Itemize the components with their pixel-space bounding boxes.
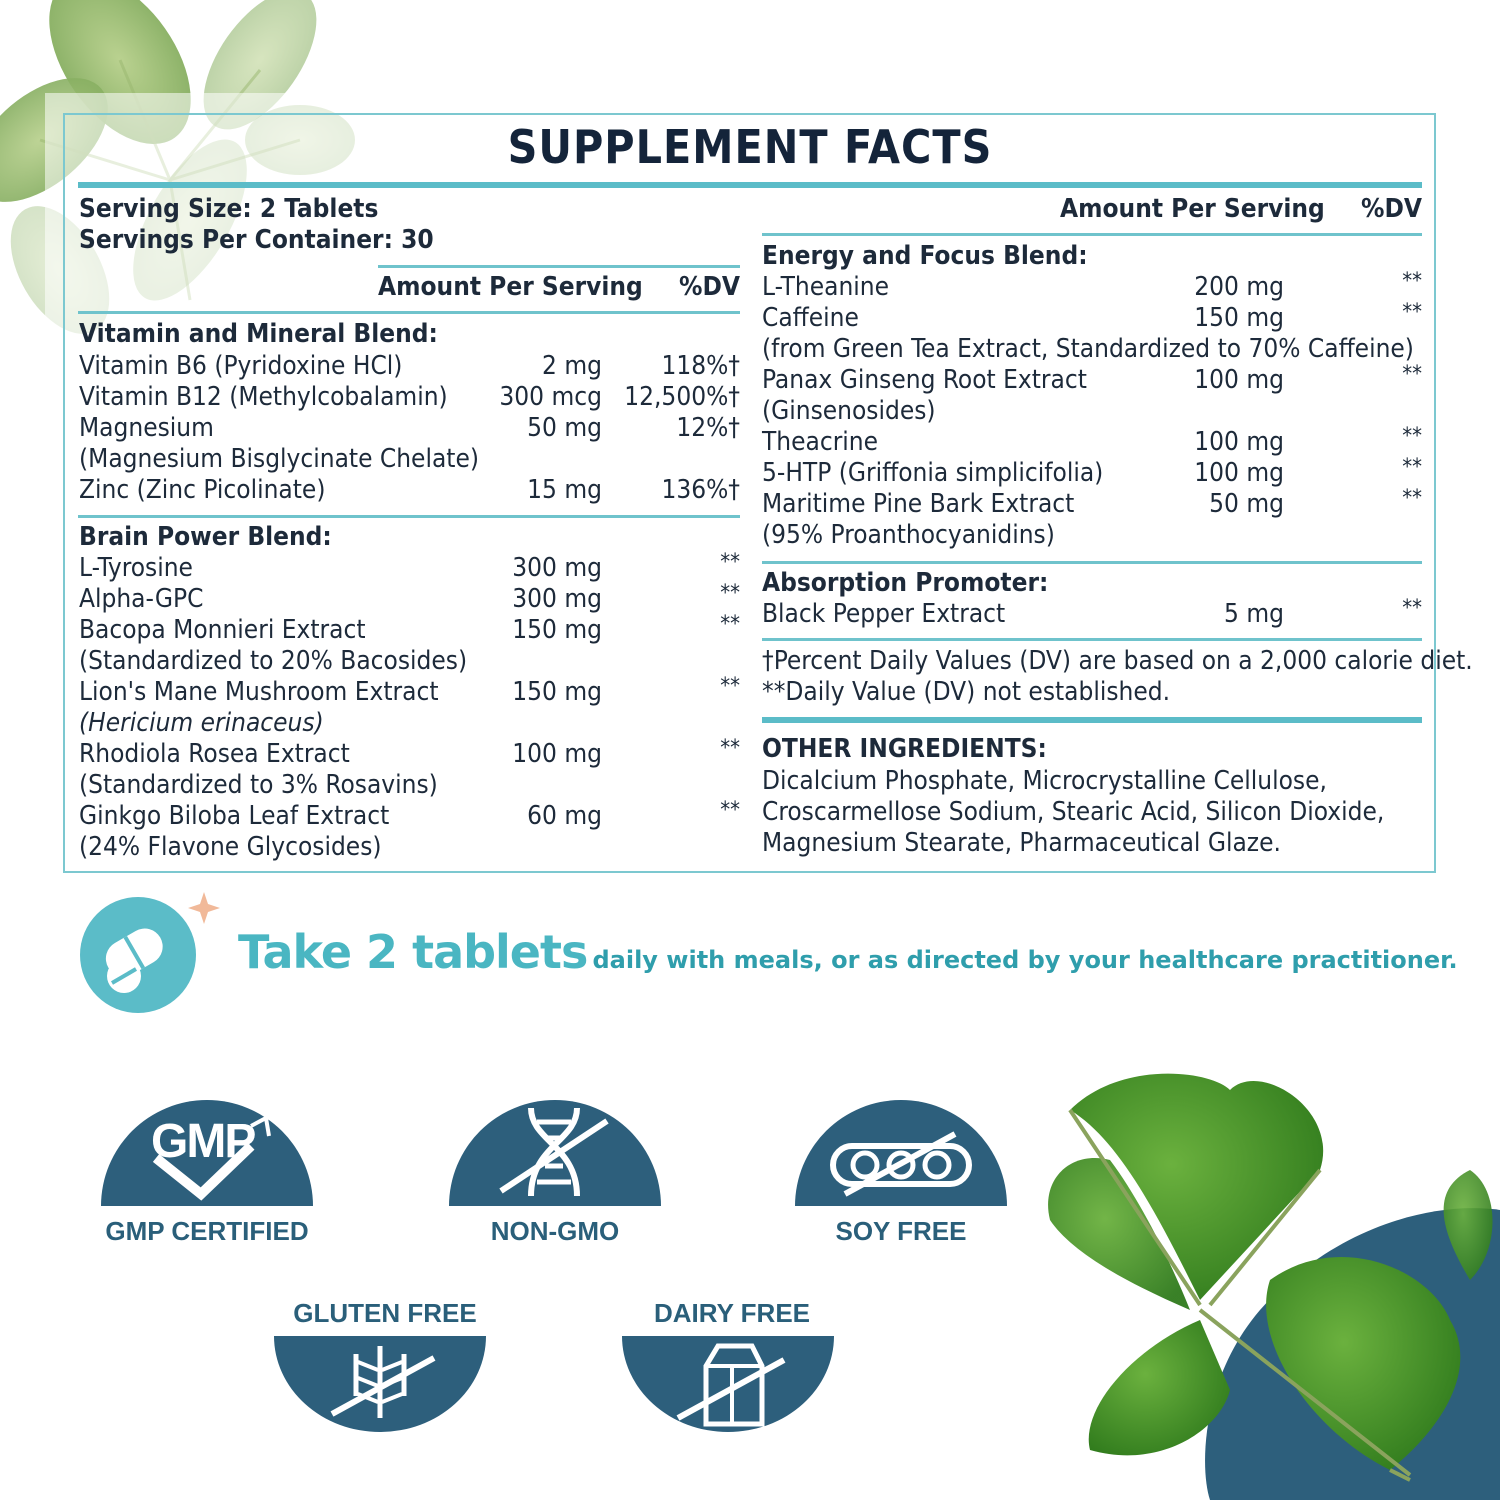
directions-text bbox=[238, 925, 1458, 979]
gmp-icon bbox=[101, 1086, 313, 1211]
wheat-crossed-icon bbox=[274, 1336, 486, 1432]
footnote-dv: †Percent Daily Values (DV) are based on a 2,000 calorie diet. bbox=[762, 646, 1473, 676]
ingredient-amount: 300 mg bbox=[512, 584, 602, 614]
ingredient-amount: 300 mg bbox=[512, 553, 602, 583]
absorption-title: Absorption Promoter: bbox=[762, 568, 1049, 598]
divider bbox=[78, 515, 740, 518]
ingredient-name: (Standardized to 20% Bacosides) bbox=[79, 646, 468, 676]
supplement-facts-title: SUPPLEMENT FACTS bbox=[507, 120, 993, 174]
vitamin-blend-title: Vitamin and Mineral Blend: bbox=[79, 319, 438, 349]
dv-header-right: %DV bbox=[1361, 194, 1422, 224]
ingredient-amount: 150 mg bbox=[1194, 303, 1284, 333]
amount-header-right: Amount Per Serving bbox=[1060, 194, 1325, 224]
directions-rest: daily with meals, or as directed by your healthcare practitioner. bbox=[592, 946, 1458, 974]
other-ingredients-line: Magnesium Stearate, Pharmaceutical Glaze. bbox=[762, 828, 1281, 858]
ingredient-dv: ** bbox=[1402, 486, 1422, 511]
ingredient-name: Zinc (Zinc Picolinate) bbox=[79, 475, 326, 505]
ingredient-amount: 100 mg bbox=[1194, 458, 1284, 488]
ginkgo-leaves-image bbox=[1010, 1050, 1500, 1500]
ingredient-amount: 2 mg bbox=[542, 351, 602, 381]
ingredient-dv: 118%† bbox=[661, 351, 740, 381]
ingredient-dv: ** bbox=[720, 674, 740, 699]
divider bbox=[762, 717, 1422, 723]
ingredient-amount: 100 mg bbox=[1194, 365, 1284, 395]
ingredient-name: (Standardized to 3% Rosavins) bbox=[79, 770, 438, 800]
other-ingredients-title: OTHER INGREDIENTS: bbox=[762, 734, 1047, 764]
soy-crossed-icon bbox=[795, 1086, 1007, 1211]
ingredient-dv: 12,500%† bbox=[624, 382, 740, 412]
ingredient-name: (Ginsenosides) bbox=[762, 396, 936, 426]
ingredient-amount: 60 mg bbox=[527, 801, 602, 831]
ingredient-name: Vitamin B6 (Pyridoxine HCl) bbox=[79, 351, 403, 381]
footnote-not-established: **Daily Value (DV) not established. bbox=[762, 677, 1171, 707]
ingredient-amount: 300 mcg bbox=[499, 382, 602, 412]
amount-header-left: Amount Per Serving bbox=[378, 272, 643, 302]
servings-per-container: Servings Per Container: 30 bbox=[79, 225, 434, 255]
ingredient-dv: ** bbox=[720, 612, 740, 637]
ingredient-dv: ** bbox=[1402, 269, 1422, 294]
ingredient-dv: ** bbox=[720, 736, 740, 761]
ingredient-name: L-Tyrosine bbox=[79, 553, 193, 583]
ingredient-name: L-Theanine bbox=[762, 272, 890, 302]
ingredient-dv: ** bbox=[720, 798, 740, 823]
ingredient-name: (95% Proanthocyanidins) bbox=[762, 520, 1055, 550]
dna-crossed-icon bbox=[449, 1086, 661, 1211]
ingredient-name: Maritime Pine Bark Extract bbox=[762, 489, 1075, 519]
divider bbox=[762, 233, 1422, 236]
ingredient-dv: ** bbox=[1402, 424, 1422, 449]
ingredient-dv: ** bbox=[1402, 455, 1422, 480]
ingredient-name: Vitamin B12 (Methylcobalamin) bbox=[79, 382, 448, 412]
ingredient-name: (24% Flavone Glycosides) bbox=[79, 832, 382, 862]
dairy-free-label: DAIRY FREE bbox=[653, 1298, 811, 1328]
ingredient-name: Ginkgo Biloba Leaf Extract bbox=[79, 801, 390, 831]
brain-blend-title: Brain Power Blend: bbox=[79, 522, 332, 552]
ingredient-dv: ** bbox=[720, 581, 740, 606]
ingredient-name: (Magnesium Bisglycinate Chelate) bbox=[79, 444, 479, 474]
ingredient-name: Bacopa Monnieri Extract bbox=[79, 615, 366, 645]
divider bbox=[762, 638, 1422, 641]
dv-header-left: %DV bbox=[679, 272, 740, 302]
ingredient-dv: ** bbox=[1402, 596, 1422, 621]
ingredient-name: Caffeine bbox=[762, 303, 859, 333]
ingredient-dv: 136%† bbox=[661, 475, 740, 505]
non-gmo-label: NON-GMO bbox=[490, 1216, 620, 1246]
milk-crossed-icon bbox=[622, 1336, 834, 1432]
divider bbox=[762, 561, 1422, 564]
ingredient-amount: 5 mg bbox=[1224, 599, 1284, 629]
energy-blend-title: Energy and Focus Blend: bbox=[762, 241, 1088, 271]
serving-size: Serving Size: 2 Tablets bbox=[79, 194, 379, 224]
gmp-label: GMP CERTIFIED bbox=[105, 1216, 309, 1246]
directions-emphasis: Take 2 tablets bbox=[238, 925, 588, 979]
other-ingredients-line: Croscarmellose Sodium, Stearic Acid, Silicon Dioxide, bbox=[762, 797, 1385, 827]
ingredient-name: Theacrine bbox=[762, 427, 879, 457]
ingredient-name: (from Green Tea Extract, Standardized to 70% Caffeine) bbox=[762, 334, 1414, 364]
soy-free-label: SOY FREE bbox=[835, 1216, 967, 1246]
ingredient-dv: ** bbox=[720, 550, 740, 575]
gmp-logo-text: GMP bbox=[151, 1115, 255, 1168]
gluten-free-label: GLUTEN FREE bbox=[293, 1298, 477, 1328]
divider bbox=[78, 311, 740, 314]
ingredient-name: Black Pepper Extract bbox=[762, 599, 1006, 629]
ingredient-name: 5-HTP (Griffonia simplicifolia) bbox=[762, 458, 1104, 488]
ingredient-amount: 150 mg bbox=[512, 677, 602, 707]
ingredient-amount: 100 mg bbox=[1194, 427, 1284, 457]
ingredient-amount: 50 mg bbox=[527, 413, 602, 443]
ingredient-name: Rhodiola Rosea Extract bbox=[79, 739, 350, 769]
ingredient-amount: 15 mg bbox=[527, 475, 602, 505]
title-divider bbox=[78, 182, 1422, 188]
ingredient-dv: ** bbox=[1402, 300, 1422, 325]
ingredient-name: Panax Ginseng Root Extract bbox=[762, 365, 1087, 395]
ingredient-name: Alpha-GPC bbox=[79, 584, 204, 614]
ingredient-dv: 12%† bbox=[676, 413, 740, 443]
pill-icon bbox=[76, 888, 221, 1018]
divider bbox=[378, 265, 740, 268]
ingredient-name: (Hericium erinaceus) bbox=[79, 708, 324, 738]
ingredient-name: Magnesium bbox=[79, 413, 214, 443]
ingredient-dv: ** bbox=[1402, 362, 1422, 387]
ingredient-amount: 100 mg bbox=[512, 739, 602, 769]
other-ingredients-line: Dicalcium Phosphate, Microcrystalline Cellulose, bbox=[762, 766, 1327, 796]
ingredient-amount: 150 mg bbox=[512, 615, 602, 645]
ingredient-name: Lion's Mane Mushroom Extract bbox=[79, 677, 439, 707]
ingredient-amount: 200 mg bbox=[1194, 272, 1284, 302]
ingredient-amount: 50 mg bbox=[1209, 489, 1284, 519]
